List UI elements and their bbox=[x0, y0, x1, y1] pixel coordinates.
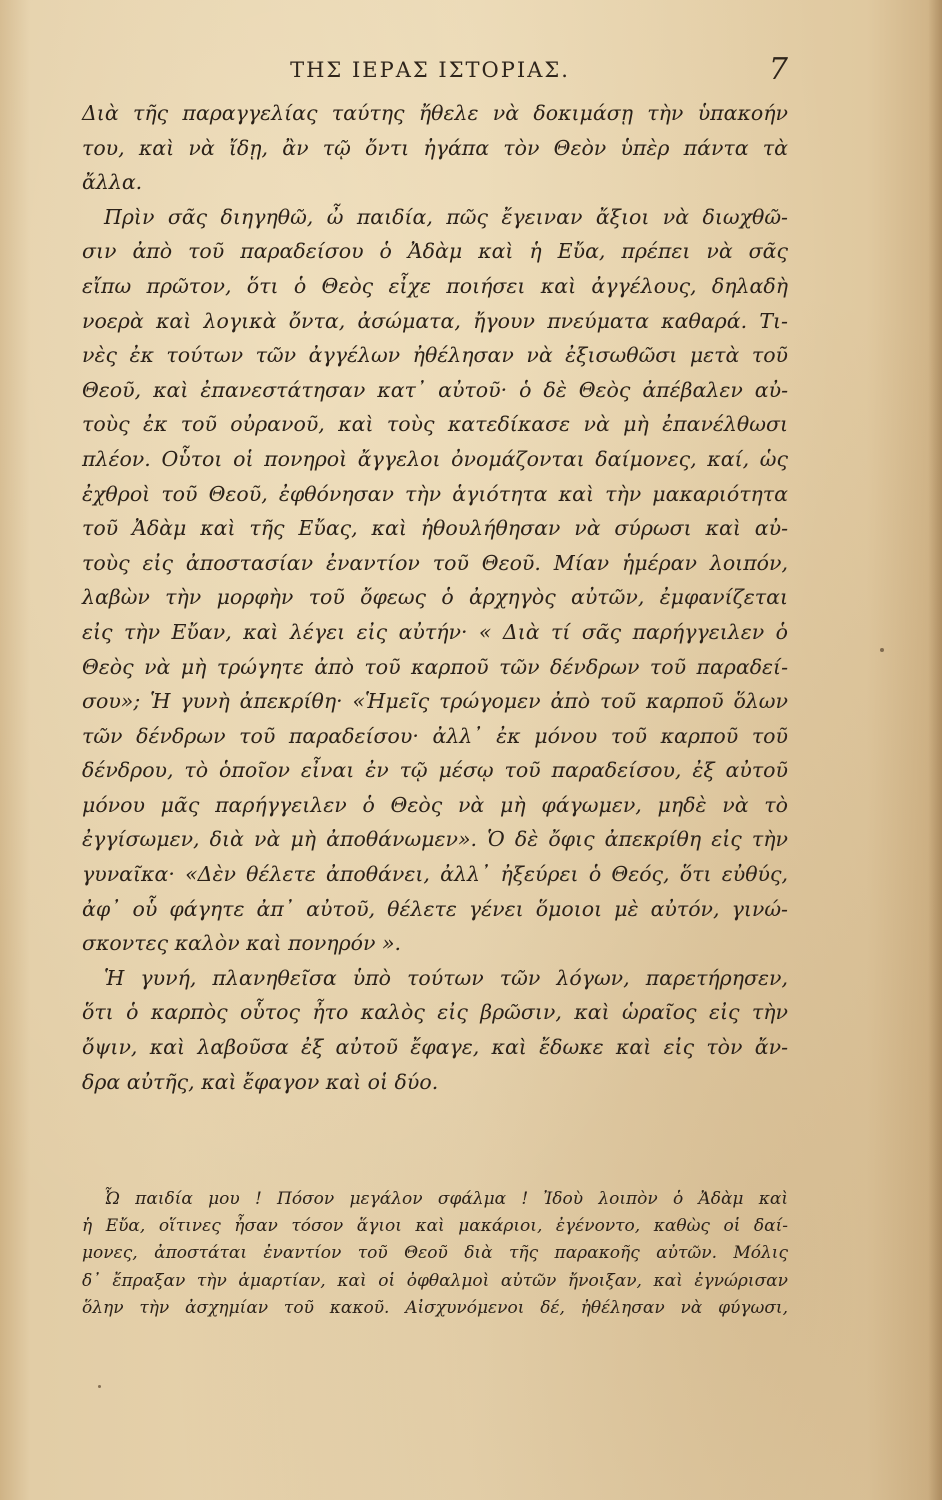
text-line: τοὺς εἰς ἀποστασίαν ἐναντίον τοῦ Θεοῦ. Μίαν ἡμέραν λοιπόν, bbox=[82, 550, 788, 575]
text-line: σου»; Ἡ γυνὴ ἀπεκρίθη· «Ἡμεῖς τρώγομεν ἀπὸ τοῦ καρποῦ ὅλων bbox=[82, 689, 788, 714]
text-line: ἀφ᾿ οὗ φάγητε ἀπ᾿ αὐτοῦ, θέλετε γένει ὅμοιοι μὲ αὐτόν, γινώ- bbox=[82, 896, 788, 921]
text-line: ἄλλα. bbox=[82, 170, 143, 195]
text-line: εἰς τὴν Εὔαν, καὶ λέγει εἰς αὐτήν· « Διὰ τί σᾶς παρήγγειλεν ὁ bbox=[82, 619, 788, 644]
text-line: του, καὶ νὰ ἴδῃ, ἂν τῷ ὄντι ἠγάπα τὸν Θεὸν ὑπὲρ πάντα τὰ bbox=[82, 135, 788, 160]
text-line: Θεοῦ, καὶ ἐπανεστάτησαν κατ᾿ αὐτοῦ· ὁ δὲ Θεὸς ἀπέβαλεν αὐ- bbox=[82, 377, 788, 402]
text-line: Πρὶν σᾶς διηγηθῶ, ὦ παιδία, πῶς ἔγειναν ἄξιοι νὰ διωχθῶ- bbox=[104, 204, 788, 229]
footnote-line: Ὦ παιδία μου ! Πόσον μεγάλον σφάλμα ! Ἰδοὺ λοιπὸν ὁ Ἀδὰμ καὶ bbox=[104, 1189, 788, 1209]
footnote-line: ὅλην τὴν ἀσχημίαν τοῦ κακοῦ. Αἰσχυνόμενοι δέ, ἠθέλησαν νὰ φύγωσι, bbox=[82, 1297, 788, 1318]
page-number: 7 bbox=[768, 52, 788, 87]
footnote-line: δ᾿ ἔπραξαν τὴν ἁμαρτίαν, καὶ οἱ ὀφθαλμοὶ αὐτῶν ἤνοιξαν, καὶ ἐγνώρισαν bbox=[82, 1270, 788, 1291]
text-line: εἴπω πρῶτον, ὅτι ὁ Θεὸς εἶχε ποιήσει καὶ ἀγγέλους, δηλαδὴ bbox=[82, 273, 788, 298]
footnote-text bbox=[82, 1186, 788, 1322]
text-line: νὲς ἐκ τούτων τῶν ἀγγέλων ἠθέλησαν νὰ ἐξισωθῶσι μετὰ τοῦ bbox=[82, 343, 788, 368]
text-line: τοῦ Ἀδὰμ καὶ τῆς Εὔας, καὶ ἠθουλήθησαν νὰ σύρωσι καὶ αὐ- bbox=[82, 516, 788, 541]
text-line: πλέον. Οὗτοι οἱ πονηροὶ ἄγγελοι ὀνομάζονται δαίμονες, καί, ὡς bbox=[82, 446, 788, 471]
text-line: δένδρου, τὸ ὁποῖον εἶναι ἐν τῷ μέσῳ τοῦ παραδείσου, ἐξ αὐτοῦ bbox=[82, 758, 788, 783]
text-line: σκοντες καλὸν καὶ πονηρόν ». bbox=[82, 931, 402, 956]
text-line: Θεὸς νὰ μὴ τρώγητε ἀπὸ τοῦ καρποῦ τῶν δένδρων τοῦ παραδεί- bbox=[82, 654, 788, 679]
footnote-line: μονες, ἀποστάται ἐναντίον τοῦ Θεοῦ διὰ τῆς παρακοῆς αὐτῶν. Μόλις bbox=[82, 1243, 788, 1264]
page-header bbox=[90, 52, 788, 98]
text-line: τοὺς ἐκ τοῦ οὐρανοῦ, καὶ τοὺς κατεδίκασε νὰ μὴ ἐπανέλθωσι bbox=[82, 412, 788, 437]
text-line: Ἡ γυνή, πλανηθεῖσα ὑπὸ τούτων τῶν λόγων, παρετήρησεν, bbox=[104, 965, 788, 990]
text-line: Διὰ τῆς παραγγελίας ταύτης ἤθελε νὰ δοκιμάσῃ τὴν ὑπακοήν bbox=[82, 101, 788, 125]
main-text bbox=[82, 96, 788, 1099]
text-line: τῶν δένδρων τοῦ παραδείσου· ἀλλ᾿ ἐκ μόνου τοῦ καρποῦ τοῦ bbox=[82, 723, 788, 748]
text-line: σιν ἀπὸ τοῦ παραδείσου ὁ Ἀδὰμ καὶ ἡ Εὔα, πρέπει νὰ σᾶς bbox=[82, 239, 788, 264]
text-line: γυναῖκα· «Δὲν θέλετε ἀποθάνει, ἀλλ᾿ ἠξεύρει ὁ Θεός, ὅτι εὐθύς, bbox=[82, 862, 788, 887]
text-line: ὄψιν, καὶ λαβοῦσα ἐξ αὐτοῦ ἔφαγε, καὶ ἔδωκε καὶ εἰς τὸν ἄν- bbox=[82, 1035, 788, 1060]
paper-speck bbox=[98, 1385, 101, 1388]
footnote-line: ἡ Εὔα, οἵτινες ἦσαν τόσον ἅγιοι καὶ μακάριοι, ἐγένοντο, καθὼς οἱ δαί- bbox=[82, 1216, 788, 1237]
text-line: ἐγγίσωμεν, διὰ νὰ μὴ ἀποθάνωμεν». Ὁ δὲ ὄφις ἀπεκρίθη εἰς τὴν bbox=[82, 827, 788, 852]
running-title: ΤΗΣ ΙΕΡΑΣ ΙΣΤΟΡΙΑΣ. bbox=[290, 58, 570, 82]
text-line: ὅτι ὁ καρπὸς οὗτος ἦτο καλὸς εἰς βρῶσιν, καὶ ὡραῖος εἰς τὴν bbox=[82, 1000, 788, 1025]
paper-speck bbox=[880, 648, 884, 652]
text-line: μόνου μᾶς παρήγγειλεν ὁ Θεὸς νὰ μὴ φάγωμεν, μηδὲ νὰ τὸ bbox=[82, 792, 788, 817]
text-line: λαβὼν τὴν μορφὴν τοῦ ὄφεως ὁ ἀρχηγὸς αὐτῶν, ἐμφανίζεται bbox=[82, 585, 788, 610]
text-line: δρα αὐτῆς, καὶ ἔφαγον καὶ οἱ δύο. bbox=[82, 1069, 439, 1094]
text-line: ἐχθροὶ τοῦ Θεοῦ, ἐφθόνησαν τὴν ἁγιότητα καὶ τὴν μακαριότητα bbox=[82, 481, 788, 506]
text-line: νοερὰ καὶ λογικὰ ὄντα, ἀσώματα, ἤγουν πνεύματα καθαρά. Τι- bbox=[82, 308, 788, 333]
page-edge-shadow bbox=[928, 0, 942, 1500]
